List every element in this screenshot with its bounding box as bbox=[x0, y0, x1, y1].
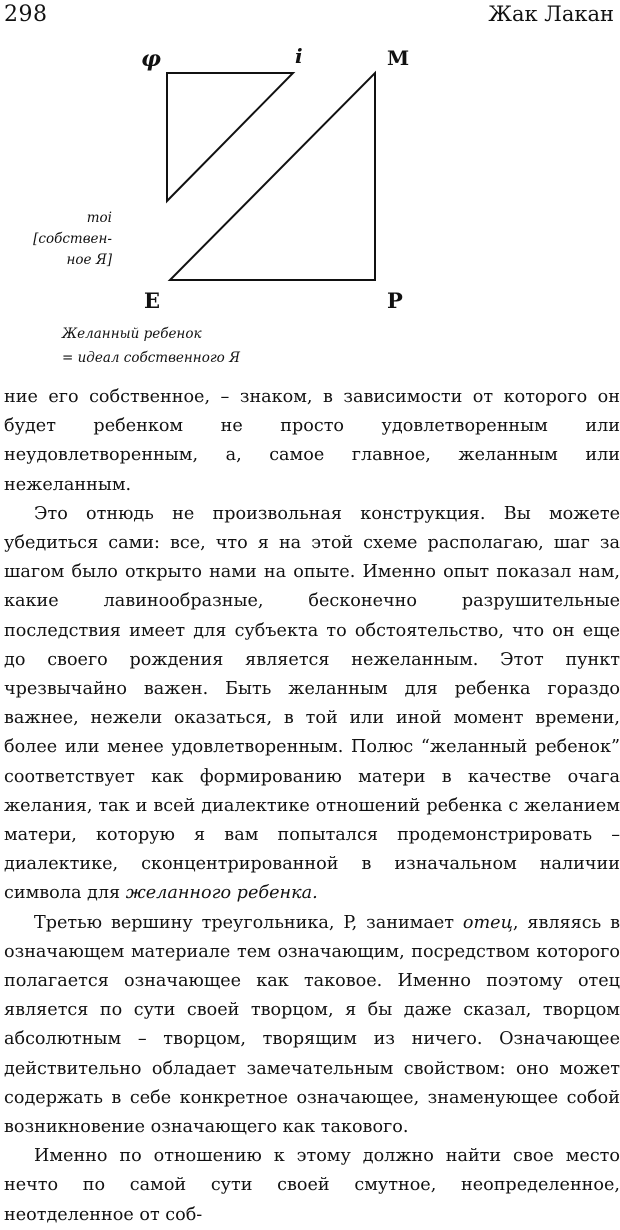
vertex-phi-label: φ bbox=[141, 46, 161, 72]
paragraph-text: Третью вершину треугольника, P, занимает bbox=[34, 912, 463, 933]
paragraph-text: , являясь в означающем материале тем означающим, посредством которого полагается означающее как таковое. Именно поэтому отец является по сути своей творцом, я бы даже сказал, творцом абсолютным – творцом, творящим из ничего. Означающее действительно обладает замечательным свойством: оно может содержать в себе конкретное означающее, знаменующее собой возникновение означающего как такового. bbox=[4, 912, 620, 1138]
m-e-p-triangle bbox=[170, 73, 375, 280]
paragraph bbox=[4, 500, 620, 909]
running-head: Жак Лакан bbox=[488, 2, 614, 26]
paragraph: Именно по отношению к этому должно найти свое место нечто по самой сути своей смутное, неопределенное, неотделенное от соб- bbox=[4, 1146, 620, 1225]
schema-diagram bbox=[0, 40, 620, 370]
side-note-line: ное Я] bbox=[66, 252, 112, 268]
paragraph bbox=[4, 909, 620, 1143]
vertex-i-label: i bbox=[295, 44, 303, 68]
diagram-caption bbox=[62, 322, 240, 370]
caption-line: Желанный ребенок bbox=[62, 326, 202, 342]
side-note-line: moi bbox=[86, 210, 112, 226]
schema-lines bbox=[0, 40, 620, 370]
page-number: 298 bbox=[4, 2, 48, 27]
vertex-m-label: M bbox=[387, 46, 410, 70]
caption-line: = идеал собственного Я bbox=[62, 350, 240, 366]
emphasis-text: желанного ребенка. bbox=[125, 883, 318, 904]
body-text bbox=[4, 383, 620, 1230]
vertex-p-label: P bbox=[387, 288, 403, 313]
emphasis-text: отец bbox=[462, 912, 513, 933]
side-note bbox=[2, 208, 112, 271]
side-note-line: [собствен- bbox=[33, 231, 112, 247]
paragraph: ние его собственное, – знаком, в зависимости от которого он будет ребенком не просто удовлетворенным или неудовлетворенным, а, самое главное, желанным или нежеланным. bbox=[4, 387, 620, 495]
vertex-e-label: E bbox=[144, 288, 161, 313]
paragraph-text: Это отнюдь не произвольная конструкция. Вы можете убедиться сами: все, что я на этой схеме располагаю, шаг за шагом было открыто нами на опыте. Именно опыт показал нам, какие лавинообразные, бесконечно разрушительные последствия имеет для субъекта то обстоятельство, что он еще до своего рождения является нежеланным. Этот пункт чрезвычайно важен. Быть желанным для ребенка гораздо важнее, нежели оказаться, в той или иной момент времени, более или менее удовлетворенным. Полюс “желанный ребенок” соответствует как формированию матери в качестве очага желания, так и всей диалектике отношений ребенка с желанием матери, которую я вам попытался продемонстрировать – диалектике, сконцентрированной в изначальном наличии символа для bbox=[4, 503, 620, 904]
phi-i-triangle bbox=[167, 73, 293, 201]
